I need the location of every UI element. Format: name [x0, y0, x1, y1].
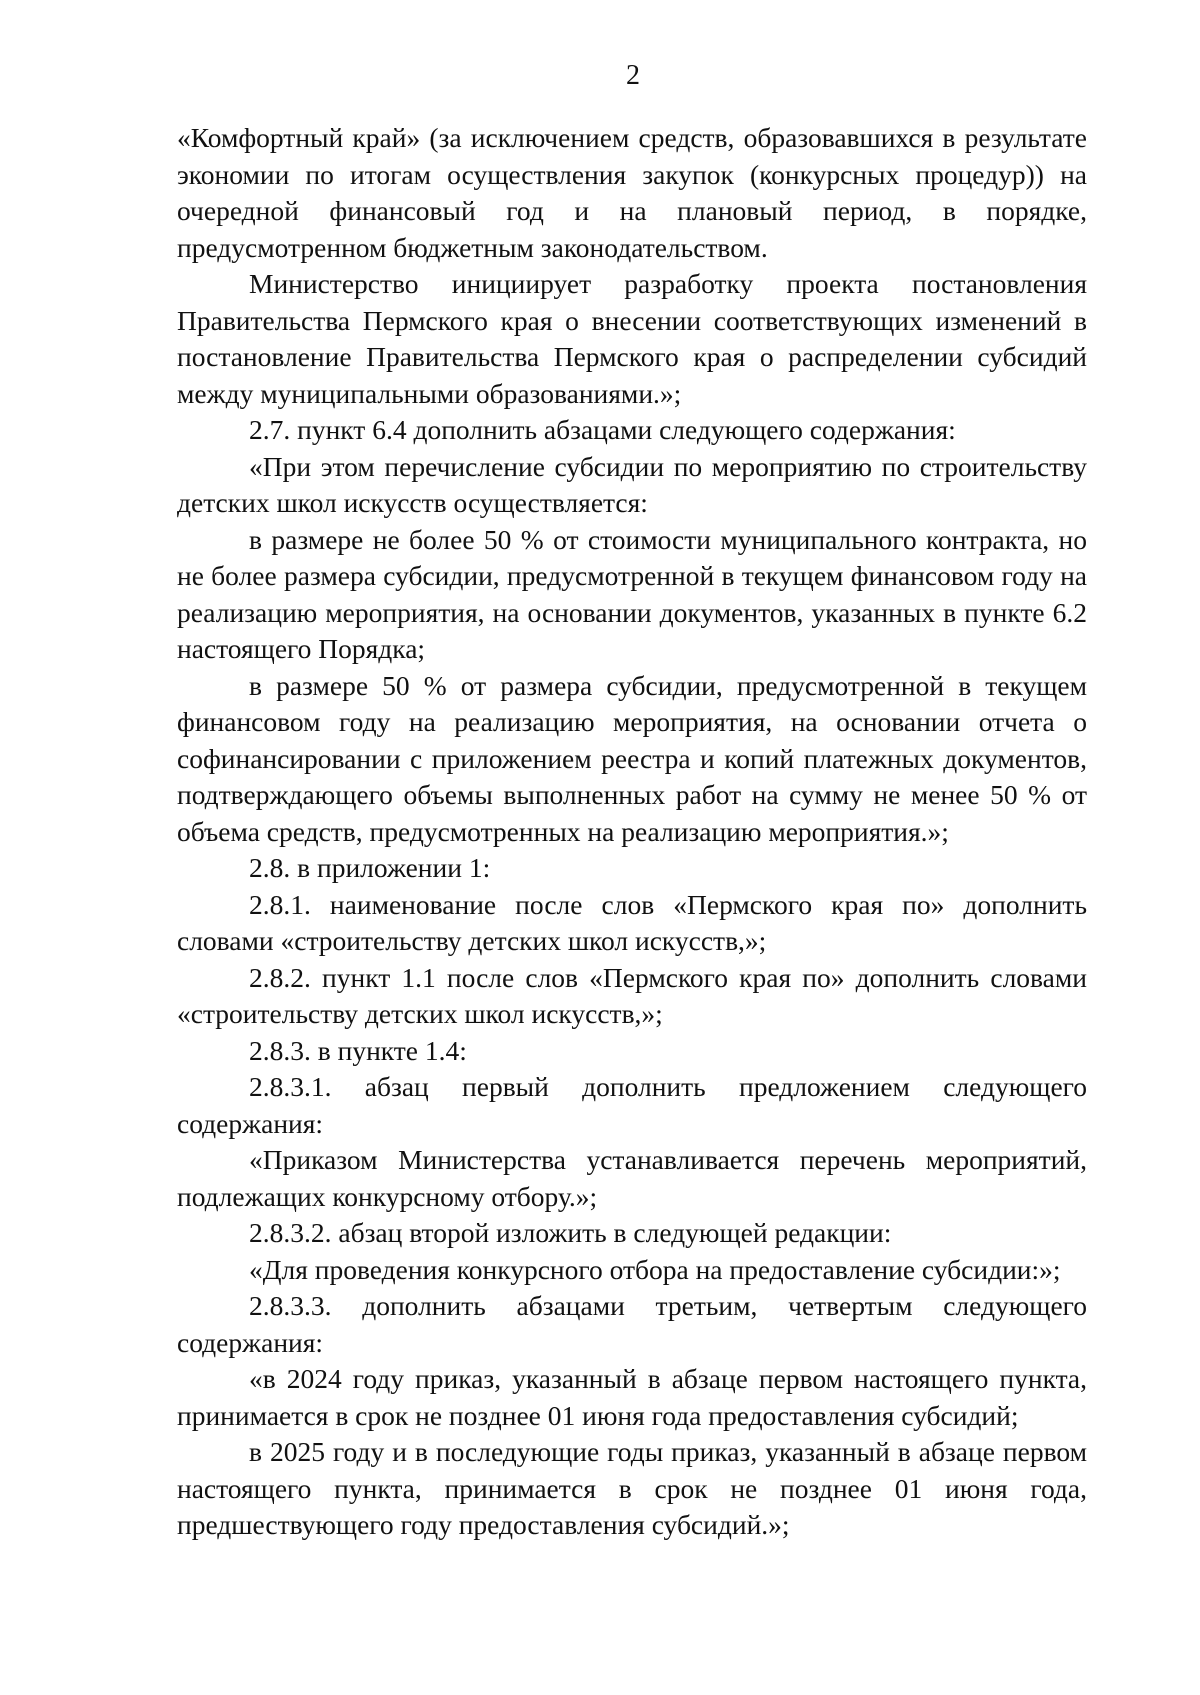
document-body — [177, 120, 1087, 1544]
paragraph: 2.8.3.2. абзац второй изложить в следующей редакции: — [249, 1217, 892, 1248]
paragraph: «в 2024 году приказ, указанный в абзаце первом настоящего пункта, принимается в срок не позднее 01 июня года предоставления субсидий; — [177, 1363, 1087, 1431]
paragraph: «При этом перечисление субсидии по мероприятию по строительству детских школ искусств осуществляется: — [177, 450, 1087, 518]
paragraph: в размере не более 50 % от стоимости муниципального контракта, но не более размера субсидии, предусмотренной в текущем финансовом году на реализацию мероприятия, на основании документов, указанных в пункте 6.2 настоящего Порядка; — [177, 523, 1087, 664]
paragraph: Министерство инициирует разработку проекта постановления Правительства Пермского края о внесении соответствующих изменений в постановление Правительства Пермского края о распределении субсидий между муниципальными образованиями.»; — [177, 268, 1087, 409]
paragraph: 2.8.3.3. дополнить абзацами третьим, четвертым следующего содержания: — [177, 1290, 1087, 1358]
paragraph: «Для проведения конкурсного отбора на предоставление субсидии:»; — [249, 1253, 1061, 1285]
paragraph: «Приказом Министерства устанавливается перечень мероприятий, подлежащих конкурсному отбору.»; — [177, 1144, 1087, 1212]
paragraph: 2.8.2. пункт 1.1 после слов «Пермского края по» дополнить словами «строительству детских школ искусств,»; — [177, 961, 1087, 1029]
paragraph: 2.7. пункт 6.4 дополнить абзацами следующего содержания: — [249, 414, 956, 445]
paragraph: в 2025 году и в последующие годы приказ, указанный в абзаце первом настоящего пункта, принимается в срок не позднее 01 июня года, предшествующего году предоставления субсидий.»; — [177, 1436, 1087, 1540]
paragraph: 2.8.1. наименование после слов «Пермского края по» дополнить словами «строительству детских школ искусств,»; — [177, 888, 1087, 956]
paragraph: в размере 50 % от размера субсидии, предусмотренной в текущем финансовом году на реализацию мероприятия, на основании отчета о софинансировании с приложением реестра и копий платежных документов, подтверждающего объемы выполненных работ на сумму не менее 50 % от объема средств, предусмотренных на реализацию мероприятия.»; — [177, 669, 1087, 847]
page-number: 2 — [626, 60, 640, 91]
paragraph: «Комфортный край» (за исключением средств, образовавшихся в результате экономии по итогам осуществления закупок (конкурсных процедур)) на очередной финансовый год и на плановый период, в порядке, предусмотренном бюджетным законодательством. — [177, 122, 1087, 263]
paragraph: 2.8.3. в пункте 1.4: — [249, 1034, 467, 1066]
paragraph: 2.8.3.1. абзац первый дополнить предложением следующего содержания: — [177, 1071, 1087, 1139]
paragraph: 2.8. в приложении 1: — [249, 852, 491, 883]
